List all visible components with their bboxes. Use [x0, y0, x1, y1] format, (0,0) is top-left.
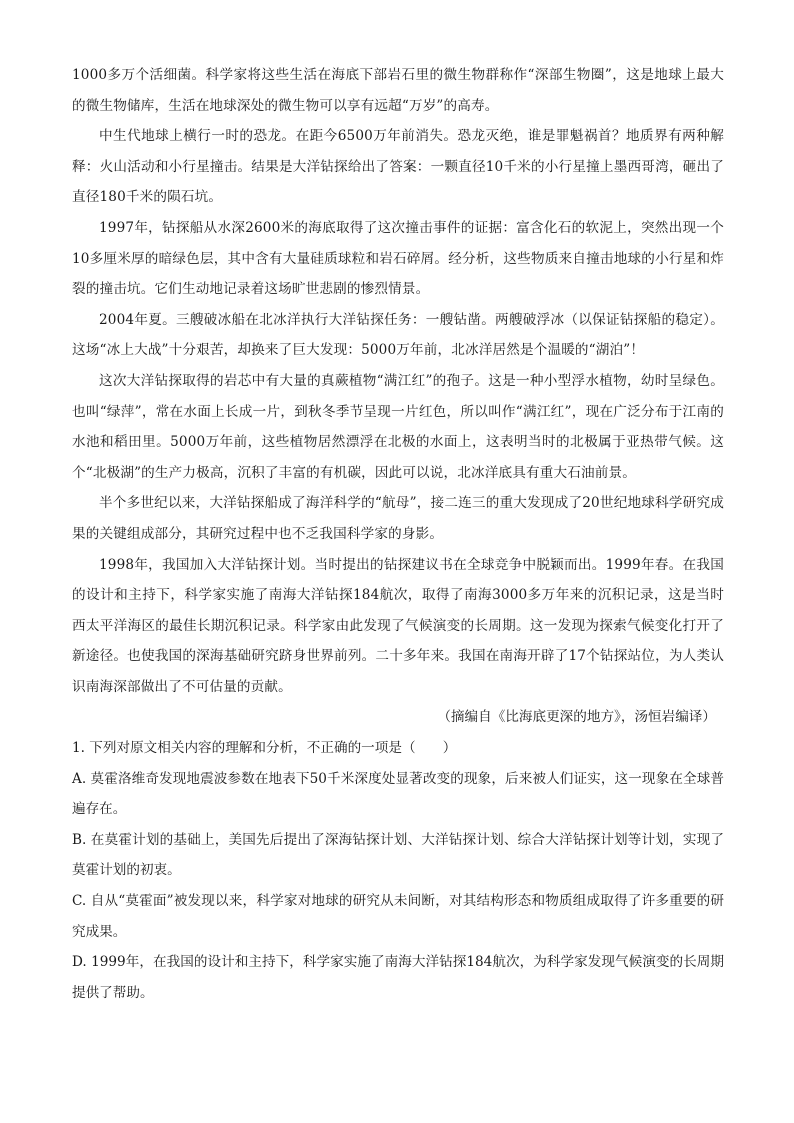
document-page	[72, 60, 724, 1008]
paragraph-4: 2004年夏。三艘破冰船在北冰洋执行大洋钻探任务：一艘钻凿。两艘破浮冰（以保证钻探船的稳定）。这场“冰上大战”十分艰苦，却换来了巨大发现：5000万年前，北冰洋居然是个温暖的“湖泊”！	[72, 311, 724, 359]
paragraph-7: 1998年，我国加入大洋钻探计划。当时提出的钻探建议书在全球竞争中脱颖而出。1999年春。在我国的设计和主持下，科学家实施了南海大洋钻探184航次，取得了南海3000多万年来的沉积记录，这是当时西太平洋海区的最佳长期沉积记录。科学家由此发现了气候演变的长周期。这一发现为探索气候变化打开了新途径。也使我国的深海基础研究跻身世界前列。二十多年来。我国在南海开辟了17个钻探站位，为人类认识南海深部做出了不可估量的贡献。	[72, 556, 724, 695]
paragraph-2: 中生代地球上横行一时的恐龙。在距今6500万年前消失。恐龙灭绝，谁是罪魁祸首？地质界有两种解释：火山活动和小行星撞击。结果是大洋钻探给出了答案：一颗直径10千米的小行星撞上墨西哥湾，砸出了直径180千米的陨石坑。	[72, 128, 724, 206]
option-c: C. 自从“莫霍面”被发现以来，科学家对地球的研究从未间断，对其结构形态和物质组成取得了许多重要的研究成果。	[72, 893, 724, 940]
article-source: （摘编自《比海底更深的地方》，汤恒岩编译）	[437, 709, 716, 726]
paragraph-1: 1000多万个活细菌。科学家将这些生活在海底下部岩石里的微生物群称作“深部生物圈”，这是地球上最大的微生物储库，生活在地球深处的微生物可以享有远超“万岁”的高寿。	[72, 67, 724, 114]
paragraph-6: 半个多世纪以来，大洋钻探船成了海洋科学的“航母”，接二连三的重大发现成了20世纪地球科学研究成果的关键组成部分，其研究过程中也不乏我国科学家的身影。	[72, 495, 724, 542]
paragraph-3: 1997年，钻探船从水深2600米的海底取得了这次撞击事件的证据：富含化石的软泥上，突然出现一个10多厘米厚的暗绿色层，其中含有大量硅质球粒和岩石碎屑。经分析，这些物质来自撞击地球的小行星和炸裂的撞击坑。它们生动地记录着这场旷世悲剧的惨烈情景。	[72, 219, 724, 298]
paragraph-5: 这次大洋钻探取得的岩芯中有大量的真蕨植物“满江红”的孢子。这是一种小型浮水植物，幼时呈绿色。也叫“绿萍”，常在水面上长成一片，到秋冬季节呈现一片红色，所以叫作“满江红”，现在广泛分布于江南的水池和稻田里。5000万年前，这些植物居然漂浮在北极的水面上，这表明当时的北极属于亚热带气候。这个“北极湖”的生产力极高，沉积了丰富的有机碳，因此可以说，北冰洋底具有重大石油前景。	[72, 372, 724, 481]
question-stem: 1. 下列对原文相关内容的理解和分析，不正确的一项是（ ）	[72, 740, 457, 757]
question-block	[72, 733, 724, 1008]
option-a: A. 莫霍洛维奇发现地震波参数在地表下50千米深度处显著改变的现象，后来被人们证实，这一现象在全球普遍存在。	[72, 770, 724, 818]
option-b: B. 在莫霍计划的基础上，美国先后提出了深海钻探计划、大洋钻探计划、综合大洋钻探计划等计划，实现了莫霍计划的初衷。	[72, 831, 724, 879]
article-body	[72, 60, 724, 733]
option-d: D. 1999年，在我国的设计和主持下，科学家实施了南海大洋钻探184航次，为科学家发现气候演变的长周期提供了帮助。	[72, 954, 724, 1001]
